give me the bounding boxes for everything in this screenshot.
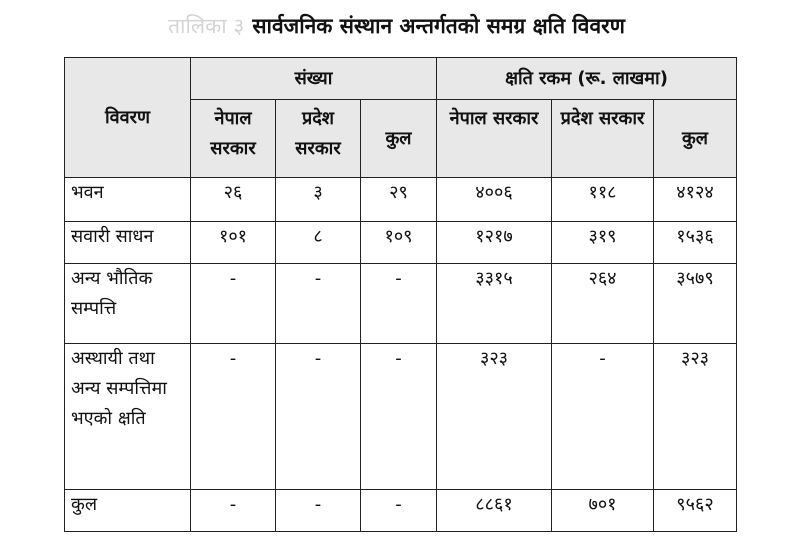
cell-loss-province: ११८ [552,178,654,222]
cell-loss-total: १५३६ [654,222,737,264]
cell-count-total: २९ [361,178,437,222]
loss-details-table [64,57,737,532]
cell-count-nepal: २६ [191,178,276,222]
header-count-province: प्रदेश सरकार [276,100,361,178]
cell-count-nepal: १०१ [191,222,276,264]
cell-loss-nepal: ३३१५ [437,264,552,344]
cell-loss-nepal: ८८६१ [437,490,552,532]
cell-loss-province: ७०१ [552,490,654,532]
header-loss-nepal: नेपाल सरकार [437,100,552,178]
cell-loss-nepal: १२१७ [437,222,552,264]
header-count-group: संख्या [191,58,437,100]
cell-count-nepal: - [191,490,276,532]
cell-count-province: ३ [276,178,361,222]
row-label: कुल [65,490,191,532]
cell-count-total: - [361,490,437,532]
row-label: सवारी साधन [65,222,191,264]
table-row [65,264,737,344]
cell-count-province: - [276,344,361,490]
table-row-total [65,490,737,532]
header-count-nepal: नेपाल सरकार [191,100,276,178]
cell-count-province: - [276,264,361,344]
cell-count-total: १०९ [361,222,437,264]
header-loss-group: क्षति रकम (रू. लाखमा) [437,58,737,100]
header-count-total: कुल [361,100,437,178]
cell-count-nepal: - [191,264,276,344]
cell-loss-nepal: ३२३ [437,344,552,490]
cell-loss-nepal: ४००६ [437,178,552,222]
cell-loss-total: ३५७९ [654,264,737,344]
cell-count-total: - [361,344,437,490]
row-label: अस्थायी तथा अन्य सम्पत्तिमा भएको क्षति [65,344,191,490]
table-row [65,344,737,490]
header-loss-province: प्रदेश सरकार [552,100,654,178]
page-title [0,12,793,40]
cell-count-province: - [276,490,361,532]
cell-count-province: ८ [276,222,361,264]
cell-loss-total: ४१२४ [654,178,737,222]
table-number-label: तालिका ३ [168,14,245,38]
table-row [65,178,737,222]
cell-loss-province: - [552,344,654,490]
cell-loss-province: ३१९ [552,222,654,264]
cell-loss-total: ९५६२ [654,490,737,532]
title-text: सार्वजनिक संस्थान अन्तर्गतको समग्र क्षति विवरण [252,14,625,38]
header-loss-total: कुल [654,100,737,178]
table-row [65,222,737,264]
cell-loss-total: ३२३ [654,344,737,490]
cell-count-nepal: - [191,344,276,490]
cell-loss-province: २६४ [552,264,654,344]
row-label: भवन [65,178,191,222]
cell-count-total: - [361,264,437,344]
header-description: विवरण [65,58,191,178]
row-label: अन्य भौतिक सम्पत्ति [65,264,191,344]
